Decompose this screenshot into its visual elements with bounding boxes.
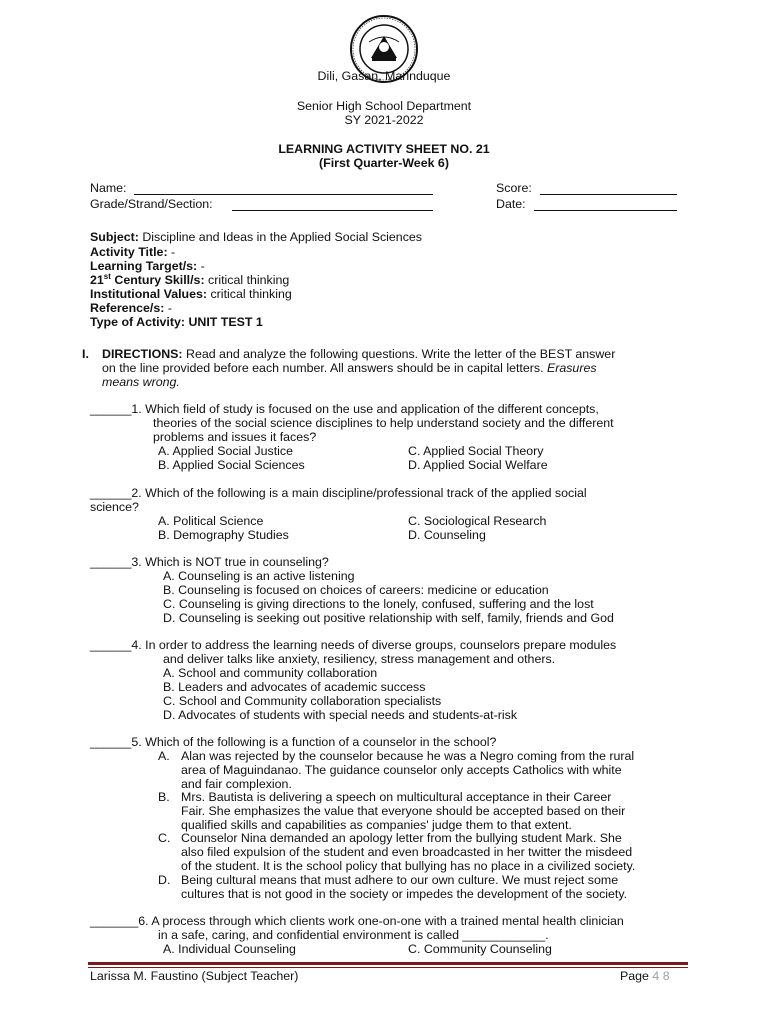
question-3-lead: ______3. Which is NOT true in counseling? [90,555,329,569]
question-5-option-d-letter: D. [158,873,171,887]
subject-label: Subject: [90,230,139,244]
question-1-option-a: A. Applied Social Justice [158,444,293,458]
footer-page [620,969,670,983]
question-3-option-c: C. Counseling is giving directions to the lonely, confused, suffering and the lost [163,597,594,611]
question-6-option-c: C. Community Counseling [408,942,552,956]
question-5-option-b-line-1: Mrs. Bautista is delivering a speech on multicultural acceptance in their Career [181,790,612,804]
question-5-option-a-line-2: area of Maguindanao. The guidance counselor only accepts Catholics with white [181,763,622,777]
learning-target-value: - [197,259,205,273]
question-4-option-b: B. Leaders and advocates of academic success [163,680,426,694]
subject-line [90,230,422,244]
question-5-option-d-line-1: Being cultural means that must adhere to our own culture. We must reject some [181,873,619,887]
question-5-option-b-line-3: qualified skills and capabilities as companies' judge them to that extent. [181,818,572,832]
directions-means-wrong: means wrong. [102,375,180,389]
sheet-subtitle: (First Quarter-Week 6) [319,156,449,170]
century-skill-number: 21 [90,273,104,287]
century-skill-label [90,273,205,287]
directions-line-2 [102,361,597,375]
question-5-option-c-letter: C. [158,831,171,845]
score-blank-line [540,194,677,195]
directions-text-1: Read and analyze the following questions. Write the letter of the BEST answer [182,347,616,361]
question-1-option-c: C. Applied Social Theory [408,444,544,458]
question-5-option-a-letter: A. [158,749,170,763]
grade-label: Grade/Strand/Section: [90,197,213,211]
question-5-option-a-line-1: Alan was rejected by the counselor because he was a Negro coming from the rural [181,749,635,763]
question-2-option-a: A. Political Science [158,514,264,528]
footer-divider-thin [88,967,688,968]
question-1-line-2: theories of the social science disciplines to help understand society and the different [153,416,614,430]
question-3-option-b: B. Counseling is focused on choices of careers: medicine or education [163,583,549,597]
question-5-option-c-line-2: also filed expulsion of the student and even broadcasted in her twitter the misdeed [181,845,633,859]
question-4-line-2: and deliver talks like anxiety, resiliency, stress management and others. [163,652,556,666]
question-5-option-b-letter: B. [158,790,170,804]
activity-title-value: - [167,245,176,259]
directions-erasures: Erasures [543,361,597,375]
grade-blank-line [232,210,433,211]
question-1-line-3: problems and issues it faces? [153,430,317,444]
question-2-option-d: D. Counseling [408,528,486,542]
institutional-values-value: critical thinking [207,287,292,301]
question-3-option-a: A. Counseling is an active listening [163,569,355,583]
question-6-line-2: in a safe, caring, and confidential environment is called ____________. [158,928,549,942]
directions-line-3 [102,375,180,389]
question-3-option-d: D. Counseling is seeking out positive relationship with self, family, friends and God [163,611,614,625]
question-2-lead: ______2. Which of the following is a main discipline/professional track of the applied social [90,486,587,500]
learning-target-label: Learning Target/s: [90,259,198,273]
question-4-option-a: A. School and community collaboration [163,666,378,680]
date-label: Date: [496,197,526,211]
name-label: Name: [90,181,127,195]
footer-page-label: Page [620,969,653,983]
directions-numeral: I. [82,347,89,361]
department-name: Senior High School Department [296,99,472,113]
question-4-option-c: C. School and Community collaboration specialists [163,694,442,708]
activity-title-label: Activity Title: [90,245,168,259]
question-5-option-a-line-3: and fair complexion. [181,777,292,791]
directions-text-2: on the line provided before each number. All answers should be in capital letters. [102,361,544,375]
reference-value: - [164,301,172,315]
score-label: Score: [496,181,532,195]
question-5-option-c-line-1: Counselor Nina demanded an apology letter from the bullying student Mark. She [181,831,622,845]
subject-value: Discipline and Ideas in the Applied Social Sciences [138,230,422,244]
school-location: Dili, Gasan, Marinduque [317,69,451,83]
question-1-option-b: B. Applied Social Sciences [158,458,305,472]
question-5-option-c-line-3: of the student. It is the school policy that bullying has no place in a civilized society. [181,859,636,873]
question-1-lead: ______1. Which field of study is focused on the use and application of the different concepts, [90,402,599,416]
question-2-line-2: science? [90,500,139,514]
question-2-option-c: C. Sociological Research [408,514,547,528]
question-4-option-d: D. Advocates of students with special needs and students-at-risk [163,708,518,722]
question-4-lead: ______4. In order to address the learning needs of diverse groups, counselors prepare modules [90,638,617,652]
footer-teacher: Larissa M. Faustino (Subject Teacher) [90,969,299,983]
directions-label: DIRECTIONS: [102,347,183,361]
directions-line-1 [102,347,615,361]
question-6-lead: _______6. A process through which clients work one-on-one with a trained mental health clinician [90,914,624,928]
reference-label: Reference/s: [90,301,165,315]
school-year: SY 2021-2022 [344,113,424,127]
activity-type: Type of Activity: UNIT TEST 1 [90,315,263,329]
activity-title-line [90,245,175,259]
question-5-option-b-line-2: Fair. She emphasizes the value that everyone should be accepted based on their [181,804,626,818]
name-blank-line [134,194,433,195]
question-6-option-a: A. Individual Counseling [163,942,296,956]
question-1-option-d: D. Applied Social Welfare [408,458,548,472]
sheet-title: LEARNING ACTIVITY SHEET NO. 21 [278,142,490,156]
century-skill-line [90,273,289,287]
question-2-option-b: B. Demography Studies [158,528,289,542]
question-5-lead: ______5. Which of the following is a function of a counselor in the school? [90,735,497,749]
footer-page-number: 4 8 [652,969,670,983]
reference-line [90,301,172,315]
institutional-values-label: Institutional Values: [90,287,208,301]
century-skill-suffix: st [103,271,111,281]
footer-divider-thick [88,962,688,965]
question-5-option-d-line-2: cultures that is not good in the society or impedes the development of the society. [181,887,628,901]
date-blank-line [534,210,677,211]
institutional-values-line [90,287,292,301]
century-skill-value: critical thinking [204,273,290,287]
century-skill-text: Century Skill/s: [110,273,205,287]
